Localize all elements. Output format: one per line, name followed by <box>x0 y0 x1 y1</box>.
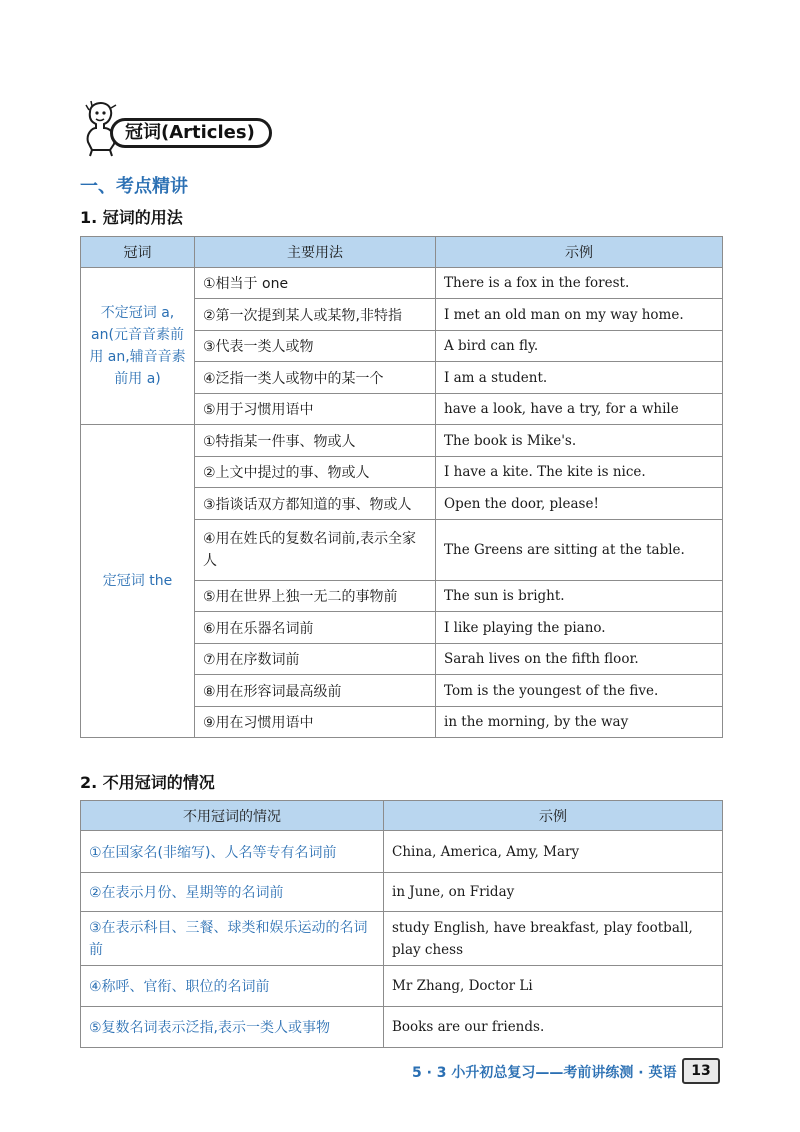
example-cell: Tom is the youngest of the five. <box>436 675 723 707</box>
example-cell: There is a fox in the forest. <box>436 268 723 299</box>
no-article-table <box>80 800 723 1048</box>
column-header: 示例 <box>384 801 723 831</box>
case-cell: ⑤复数名词表示泛指,表示一类人或事物 <box>81 1007 384 1048</box>
example-cell: Books are our friends. <box>384 1007 723 1048</box>
table-header-row <box>81 801 723 831</box>
column-header: 主要用法 <box>195 237 436 268</box>
example-cell: I am a student. <box>436 362 723 394</box>
case-cell: ③在表示科目、三餐、球类和娱乐运动的名词前 <box>81 912 384 966</box>
example-cell: in the morning, by the way <box>436 707 723 738</box>
example-cell: in June, on Friday <box>384 873 723 912</box>
usage-cell: ②第一次提到某人或某物,非特指 <box>195 299 436 331</box>
usage-cell: ④泛指一类人或物中的某一个 <box>195 362 436 394</box>
usage-cell: ⑨用在习惯用语中 <box>195 707 436 738</box>
usage-cell: ⑦用在序数词前 <box>195 644 436 675</box>
table2-heading: 2. 不用冠词的情况 <box>80 773 215 792</box>
table-row <box>81 268 723 299</box>
table-row <box>81 873 723 912</box>
example-cell: The Greens are sitting at the table. <box>436 520 723 581</box>
page-title: 冠词(Articles) <box>110 118 272 148</box>
example-cell: A bird can fly. <box>436 331 723 362</box>
table-row <box>81 1007 723 1048</box>
page-number: 13 <box>682 1058 720 1084</box>
articles-usage-table <box>80 236 723 738</box>
usage-cell: ④用在姓氏的复数名词前,表示全家人 <box>195 520 436 581</box>
section-heading: 一、考点精讲 <box>80 176 188 197</box>
example-cell: Open the door, please! <box>436 488 723 520</box>
example-cell: have a look, have a try, for a while <box>436 394 723 425</box>
table1-heading: 1. 冠词的用法 <box>80 208 183 227</box>
example-cell: The book is Mike's. <box>436 425 723 457</box>
example-cell: China, America, Amy, Mary <box>384 831 723 873</box>
usage-cell: ⑤用于习惯用语中 <box>195 394 436 425</box>
table-header-row <box>81 237 723 268</box>
table-row <box>81 966 723 1007</box>
table-row <box>81 831 723 873</box>
example-cell: The sun is bright. <box>436 581 723 612</box>
usage-cell: ⑥用在乐器名词前 <box>195 612 436 644</box>
case-cell: ①在国家名(非缩写)、人名等专有名词前 <box>81 831 384 873</box>
example-cell: I met an old man on my way home. <box>436 299 723 331</box>
category-cell: 不定冠词 a, an(元音音素前用 an,辅音音素前用 a) <box>81 268 195 425</box>
example-cell: I have a kite. The kite is nice. <box>436 457 723 488</box>
category-cell: 定冠词 the <box>81 425 195 738</box>
table-row <box>81 425 723 457</box>
usage-cell: ⑧用在形容词最高级前 <box>195 675 436 707</box>
usage-cell: ③代表一类人或物 <box>195 331 436 362</box>
usage-cell: ①相当于 one <box>195 268 436 299</box>
usage-cell: ⑤用在世界上独一无二的事物前 <box>195 581 436 612</box>
table-row <box>81 912 723 966</box>
usage-cell: ②上文中提过的事、物或人 <box>195 457 436 488</box>
case-cell: ②在表示月份、星期等的名词前 <box>81 873 384 912</box>
title-banner <box>80 98 280 158</box>
column-header: 示例 <box>436 237 723 268</box>
usage-cell: ①特指某一件事、物或人 <box>195 425 436 457</box>
example-cell: I like playing the piano. <box>436 612 723 644</box>
case-cell: ④称呼、官衔、职位的名词前 <box>81 966 384 1007</box>
footer-text: 5 · 3 小升初总复习——考前讲练测 · 英语 <box>412 1065 677 1081</box>
example-cell: study English, have breakfast, play football, play chess <box>384 912 723 966</box>
column-header: 冠词 <box>81 237 195 268</box>
example-cell: Mr Zhang, Doctor Li <box>384 966 723 1007</box>
column-header: 不用冠词的情况 <box>81 801 384 831</box>
usage-cell: ③指谈话双方都知道的事、物或人 <box>195 488 436 520</box>
example-cell: Sarah lives on the fifth floor. <box>436 644 723 675</box>
